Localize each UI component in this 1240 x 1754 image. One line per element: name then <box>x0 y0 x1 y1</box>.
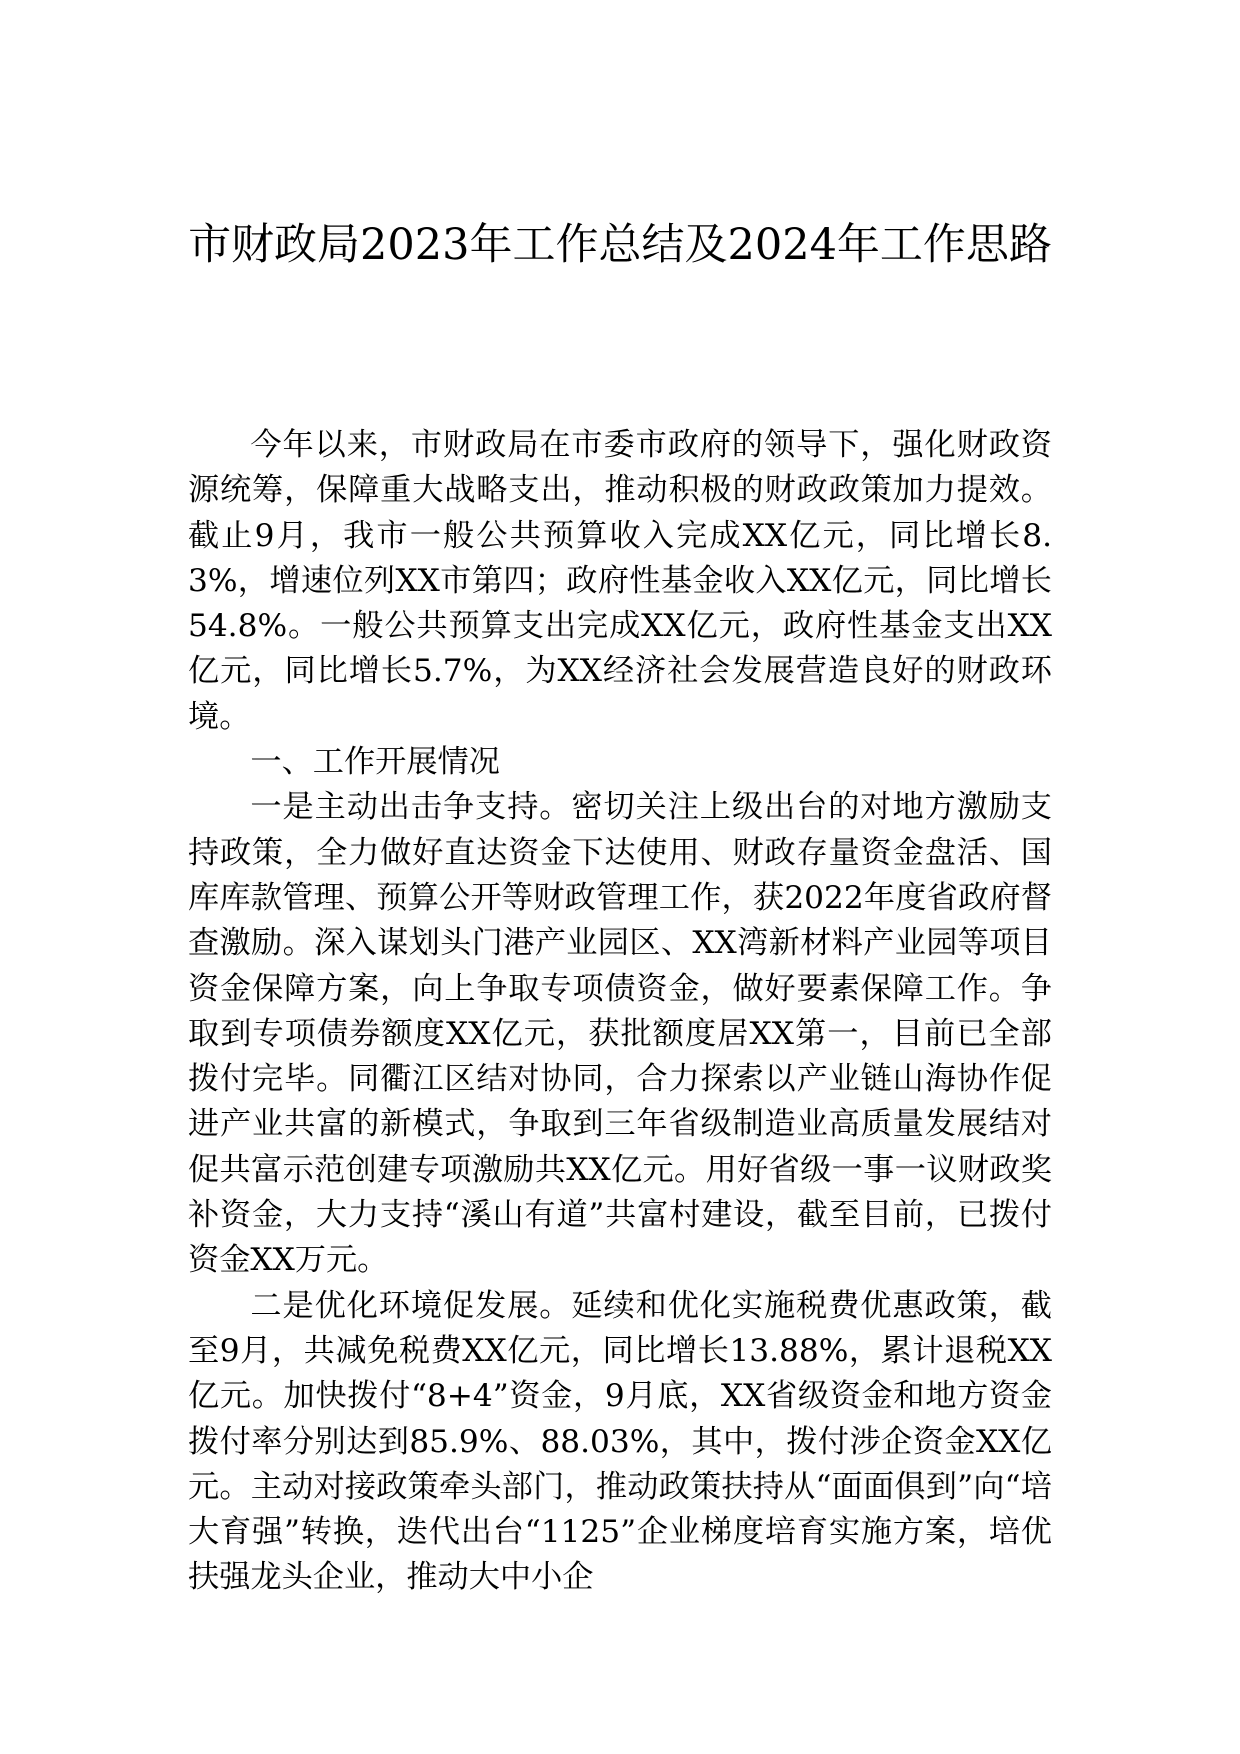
body-paragraph: 一是主动出击争支持。密切关注上级出台的对地方激励支持政策，全力做好直达资金下达使用、财政存量资金盘活、国库库款管理、预算公开等财政管理工作，获2022年度省政府督查激励。深入谋划头门港产业园区、XX湾新材料产业园等项目资金保障方案，向上争取专项债资金，做好要素保障工作。争取到专项债券额度XX亿元，获批额度居XX第一，目前已全部拨付完毕。同衢江区结对协同，合力探索以产业链山海协作促进产业共富的新模式，争取到三年省级制造业高质量发展结对促共富示范创建专项激励共XX亿元。用好省级一事一议财政奖补资金，大力支持“溪山有道”共富村建设，截至目前，已拨付资金XX万元。 <box>188 789 1052 1279</box>
body-paragraph: 二是优化环境促发展。延续和优化实施税费优惠政策，截至9月，共减免税费XX亿元，同比增长13.88%，累计退税XX亿元。加快拨付“8+4”资金，9月底，XX省级资金和地方资金拨付率分别达到85.9%、88.03%，其中，拨付涉企资金XX亿元。主动对接政策牵头部门，推动政策扶持从“面面俱到”向“培大育强”转换，迭代出台“1125”企业梯度培育实施方案，培优扶强龙头企业，推动大中小企 <box>188 1287 1052 1596</box>
document-title: 市财政局2023年工作总结及2024年工作思路 <box>188 220 1052 270</box>
section-heading: 一、工作开展情况 <box>250 744 500 781</box>
intro-paragraph: 今年以来，市财政局在市委市政府的领导下，强化财政资源统筹，保障重大战略支出，推动积极的财政政策加力提效。截止9月，我市一般公共预算收入完成XX亿元，同比增长8.3%，增速位列XX市第四；政府性基金收入XX亿元，同比增长54.8%。一般公共预算支出完成XX亿元，政府性基金支出XX亿元，同比增长5.7%，为XX经济社会发展营造良好的财政环境。 <box>188 427 1052 735</box>
document-body <box>188 423 1052 1601</box>
